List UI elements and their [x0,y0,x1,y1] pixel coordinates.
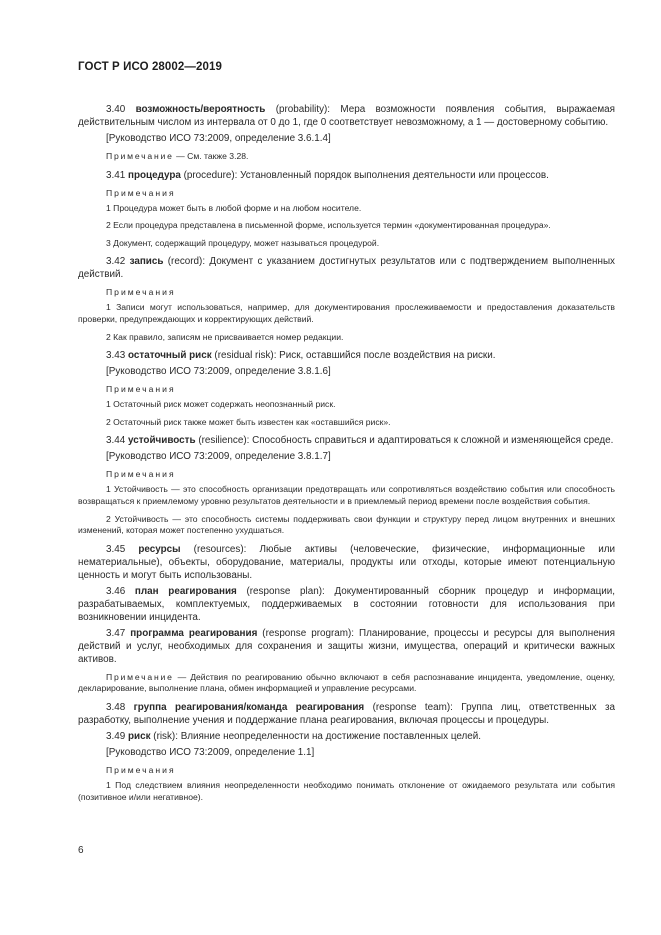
term-number: 3.42 [106,256,126,268]
notes-heading: Примечания [106,469,176,480]
term-source: [Руководство ИСО 73:2009, определение 3.6.1.4] [106,133,331,144]
note-item: 1 Остаточный риск может содержать неопознанный риск. [106,399,336,410]
term-title: риск [127,730,151,742]
term-note [106,151,615,163]
term-source: [Руководство ИСО 73:2009, определение 3.8.1.6] [106,366,331,378]
note-item: 3 Документ, содержащий процедуру, может называться процедурой. [106,237,380,248]
term-note [78,672,615,695]
term-definition: (probability): Мера возможности появления события, выражаемая действительным числом из интервала от 0 до 1, где 0 соответствует невозможному, а 1 — достоверному событию. [78,104,615,128]
term-title: группа реагирования/команда реагирования [133,701,365,713]
notes-heading: Примечания [106,287,176,298]
note-label: Примечание [106,151,174,161]
note-item: 1 Процедура может быть в любой форме и на любом носителе. [106,202,362,213]
term-source: [Руководство ИСО 73:2009, определение 3.8.1.7] [106,451,331,463]
term-number: 3.43 [106,350,126,362]
note-item: 1 Под следствием влияния неопределенности необходимо понимать отклонение от ожидаемого результата или события (позитивное и/или негативное). [78,779,615,802]
term-3-45 [78,543,615,582]
note-item: 2 Устойчивость — это способность системы поддерживать свои функции и структуру перед лицом внутренних и внешних изменений, которая может постепенно ухудшаться. [78,513,615,536]
term-title: процедура [127,169,181,181]
term-3-40 [78,103,615,129]
note-item: 1 Устойчивость — это способность организации предотвращать или сопротивляться воздействию события или способность возвращаться к приемлемому уровню результатов деятельности и в приемлемый период времени после воздействия события. [78,484,615,506]
term-title: план реагирования [134,585,237,597]
term-definition: (response team): Группа лиц, ответственных за разработку, выполнение учения и поддержание плана реагирования, включая процессы и процедуры. [78,701,616,726]
note-item: 2 Остаточный риск также может быть известен как «оставшийся риск». [106,416,391,427]
note-text: — Действия по реагированию обычно включают в себя распознавание инцидента, уведомление, оценку, декларирование, выполнение плана, обмен информацией и управление ресурсами. [78,671,615,694]
term-definition: (procedure): Установленный порядок выполнения деятельности или процессов. [180,169,549,181]
notes-heading: Примечания [106,187,176,198]
note-text: — См. также 3.28. [173,151,249,161]
term-definition: (response program): Планирование, процессы и ресурсы для выполнения действий и услуг, необходимых для сохранения и защиты жизни, имущества, операций и критически важных активов. [78,627,615,665]
term-3-44 [78,434,615,447]
page-number: 6 [78,845,84,856]
term-3-43 [78,349,615,362]
term-title: запись [129,256,164,268]
term-source: [Руководство ИСО 73:2009, определение 1.1] [106,746,315,758]
document-body [78,103,615,809]
term-definition: (risk): Влияние неопределенности на достижение поставленных целей. [150,730,482,742]
term-number: 3.40 [106,104,126,115]
notes-heading: Примечания [106,384,176,395]
term-number: 3.48 [106,701,126,713]
term-title: программа реагирования [130,627,258,639]
document-header: ГОСТ Р ИСО 28002—2019 [78,61,223,73]
term-3-48 [78,701,615,727]
notes-heading: Примечания [106,764,176,775]
term-definition: (record): Документ с указанием достигнутых результатов или с подтверждением выполненных действий. [78,256,615,281]
term-title: возможность/вероятность [135,104,266,115]
term-number: 3.41 [106,169,126,181]
term-3-41 [78,169,615,182]
note-item: 2 Как правило, записям не присваивается номер редакции. [106,331,344,342]
term-3-49 [78,730,615,743]
term-number: 3.44 [106,435,126,447]
term-number: 3.46 [106,585,126,597]
term-title: остаточный риск [127,350,212,362]
term-3-42 [78,255,615,281]
term-number: 3.47 [106,627,126,639]
term-number: 3.49 [106,730,126,742]
term-number: 3.45 [106,543,126,555]
term-3-46 [78,585,615,624]
term-definition: (resources): Любые активы (человеческие, физические, информационные или нематериальные), объекты, оборудование, материалы, продукты или отходы, которые имеют потенциальную ценность и могут быть использованы. [78,543,615,581]
term-title: ресурсы [138,543,181,555]
term-3-47 [78,627,615,666]
note-item: 2 Если процедура представлена в письменной форме, используется термин «документированная процедура». [106,220,551,231]
term-definition: (resilience): Способность справиться и адаптироваться к сложной и изменяющейся среде. [195,435,614,447]
note-label: Примечание [106,671,174,682]
term-definition: (response plan): Документированный сборник процедур и информации, разрабатываемых, комплектуемых, поддерживаемых в состоянии готовности для использования при возникновении инцидента. [78,585,616,623]
note-item: 1 Записи могут использоваться, например, для документирования прослеживаемости и предоставления доказательств проверки, предупреждающих и корректирующих действий. [78,302,615,324]
term-definition: (residual risk): Риск, оставшийся после воздействия на риски. [211,350,496,362]
term-title: устойчивость [127,435,196,447]
